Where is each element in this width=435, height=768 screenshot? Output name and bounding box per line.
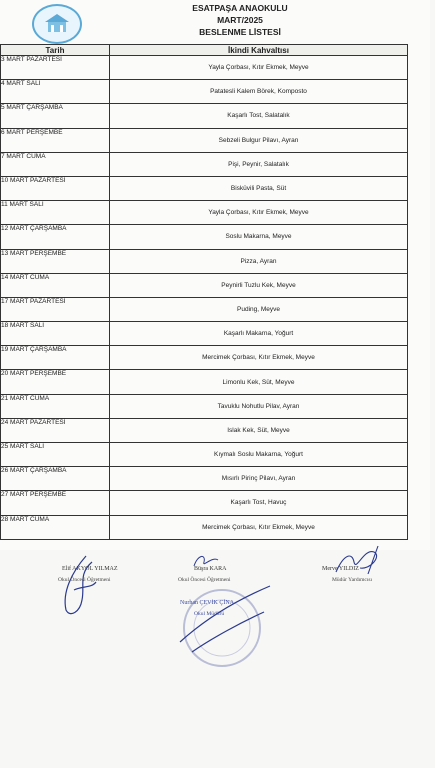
table-row [1,467,408,491]
table-row [1,370,408,394]
signature-right-icon [330,544,390,580]
column-header-menu: İkindi Kahvaltısı [110,45,408,56]
column-header-date: Tarih [1,45,110,56]
menu-cell: Peynirli Tuzlu Kek, Meyve [110,273,408,297]
menu-cell: Limonlu Kek, Süt, Meyve [110,370,408,394]
date-cell: 26 MART ÇARŞAMBA [1,467,110,491]
signature-right-name: Merve YILDIZ [322,566,359,572]
table-row [1,56,408,80]
table-row [1,201,408,225]
menu-table [0,44,408,540]
menu-cell: Mercimek Çorbası, Kıtır Ekmek, Meyve [110,515,408,539]
date-cell: 4 MART SALI [1,80,110,104]
menu-cell: Islak Kek, Süt, Meyve [110,418,408,442]
table-row [1,273,408,297]
table-row [1,322,408,346]
menu-cell: Kaşarlı Tost, Salatalık [110,104,408,128]
menu-cell: Bisküvili Pasta, Süt [110,176,408,200]
table-row [1,491,408,515]
date-cell: 19 MART ÇARŞAMBA [1,346,110,370]
date-cell: 5 MART ÇARŞAMBA [1,104,110,128]
principal-name: Nurhan ÇEVİK ÇİNA [180,600,234,606]
school-name: ESATPAŞA ANAOKULU [192,3,288,13]
table-row [1,418,408,442]
date-cell: 11 MART SALI [1,201,110,225]
menu-cell: Yayla Çorbası, Kıtır Ekmek, Meyve [110,56,408,80]
date-cell: 3 MART PAZARTESİ [1,56,110,80]
signature-middle-title: Okul Öncesi Öğretmeni [178,577,231,583]
menu-cell: Tavuklu Nohutlu Pilav, Ayran [110,394,408,418]
date-cell: 25 MART SALI [1,443,110,467]
menu-cell: Mısırlı Pirinç Pilavı, Ayran [110,467,408,491]
menu-cell: Pişi, Peynir, Salatalık [110,152,408,176]
table-row [1,128,408,152]
menu-cell: Yayla Çorbası, Kıtır Ekmek, Meyve [110,201,408,225]
date-cell: 27 MART PERŞEMBE [1,491,110,515]
signature-right-title: Müdür Yardımcısı [332,577,373,583]
date-cell: 24 MART PAZARTESİ [1,418,110,442]
table-row [1,297,408,321]
date-cell: 10 MART PAZARTESİ [1,176,110,200]
menu-cell: Mercimek Çorbası, Kıtır Ekmek, Meyve [110,346,408,370]
date-cell: 28 MART CUMA [1,515,110,539]
menu-cell: Puding, Meyve [110,297,408,321]
principal-title: Okul Müdürü [194,611,225,617]
list-title: BESLENME LİSTESİ [199,27,281,37]
table-row [1,515,408,539]
menu-cell: Kıymalı Soslu Makarna, Yoğurt [110,443,408,467]
signature-left-icon [52,552,112,622]
menu-cell: Kaşarlı Makarna, Yoğurt [110,322,408,346]
table-row [1,225,408,249]
table-row [1,394,408,418]
title-block [110,2,370,38]
date-cell: 12 MART ÇARŞAMBA [1,225,110,249]
date-cell: 21 MART CUMA [1,394,110,418]
menu-cell: Patatesli Kalem Börek, Komposto [110,80,408,104]
table-row [1,152,408,176]
table-row [1,346,408,370]
date-cell: 14 MART CUMA [1,273,110,297]
table-row [1,104,408,128]
menu-cell: Sebzeli Bulgur Pilavı, Ayran [110,128,408,152]
document-header [0,0,430,44]
school-logo-icon [32,4,82,44]
menu-cell: Soslu Makarna, Meyve [110,225,408,249]
date-cell: 18 MART SALI [1,322,110,346]
table-row [1,80,408,104]
signature-middle-name: Büşra KARA [194,566,227,572]
table-row [1,176,408,200]
menu-cell: Kaşarlı Tost, Havuç [110,491,408,515]
table-row [1,249,408,273]
signature-left-name: Elif AKYOL YILMAZ [62,566,118,572]
date-cell: 7 MART CUMA [1,152,110,176]
table-row [1,443,408,467]
date-cell: 13 MART PERŞEMBE [1,249,110,273]
signature-area [0,550,435,768]
date-cell: 20 MART PERŞEMBE [1,370,110,394]
period-label: MART/2025 [217,15,263,25]
date-cell: 17 MART PAZARTESİ [1,297,110,321]
official-stamp-icon [172,582,272,672]
signature-left-title: Okul Öncesi Öğretmeni [58,577,111,583]
date-cell: 6 MART PERŞEMBE [1,128,110,152]
table-header-row [1,45,408,56]
menu-cell: Pizza, Ayran [110,249,408,273]
